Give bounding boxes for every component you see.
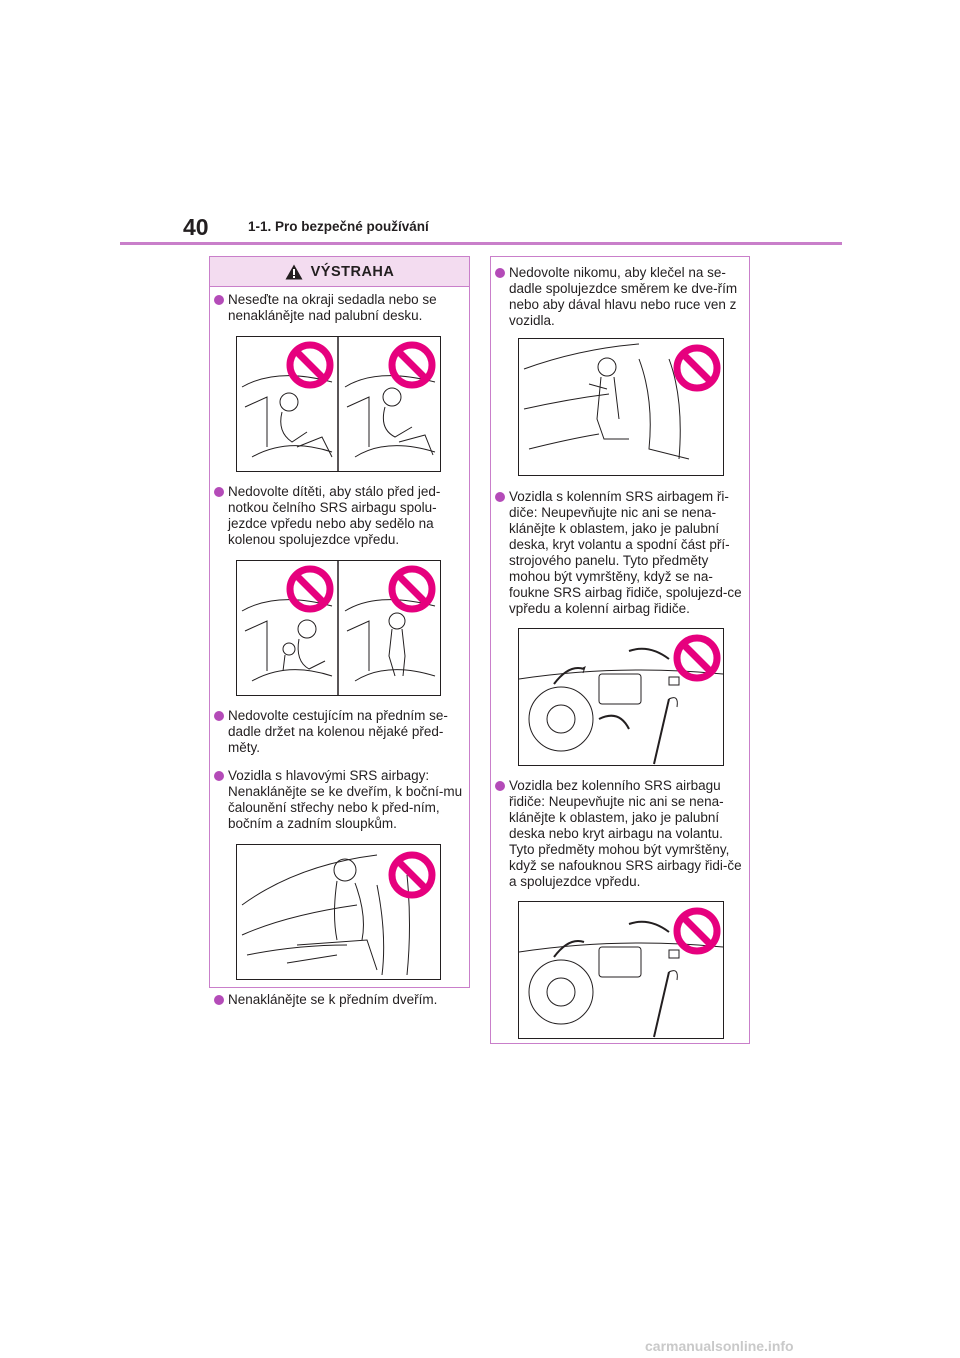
bullet-icon — [214, 295, 224, 305]
watermark: carmanualsonline.info — [645, 1338, 794, 1354]
prohibition-icon — [285, 564, 335, 614]
list-item: Nedovolte dítěti, aby stálo před jed-notkou čelního SRS airbagu spolu-jezdce vpředu nebo aby sedělo na kolenou spolujezdce vpředu. — [214, 484, 466, 548]
warning-box-left — [209, 256, 470, 1007]
list-item: Vozidla s hlavovými SRS airbagy: Nenaklánějte se ke dveřím, k boční-mu čalounění střechy nebo k před-ním, bočním a zadním sloupkům. — [214, 768, 466, 832]
bullet-icon — [214, 771, 224, 781]
prohibition-icon — [672, 633, 722, 683]
warning-title: VÝSTRAHA — [310, 263, 395, 280]
bullet-icon — [495, 268, 505, 278]
bullet-icon — [214, 711, 224, 721]
list-item: Vozidla s kolenním SRS airbagem ři-diče: Neupevňujte nic ani se nena-klánějte k oblastem, jako je palubní deska, kryt volantu a spodní část pří-strojového panelu. Tyto předměty mohou být vymrštěny, když se na-foukne SRS airbag řidiče, spolujezd-ce vpředu a kolenní airbag řidiče. — [495, 489, 747, 617]
figure-leaning-dashboard — [236, 336, 441, 472]
prohibition-icon — [387, 340, 437, 390]
list-item: Neseďte na okraji sedadla nebo se nenaklánějte nad palubní desku. — [214, 292, 466, 324]
figure-kneeling-seat — [518, 338, 724, 476]
header-rule — [120, 242, 842, 245]
warning-triangle-icon — [285, 264, 303, 280]
list-item: Nenaklánějte se k předním dveřím. — [214, 992, 466, 1008]
prohibition-icon — [387, 850, 437, 900]
figure-dashboard-knee-airbag — [518, 628, 724, 766]
prohibition-icon — [672, 343, 722, 393]
section-title: 1-1. Pro bezpečné používání — [248, 219, 429, 234]
prohibition-icon — [387, 564, 437, 614]
figure-leaning-door — [236, 844, 441, 980]
bullet-icon — [214, 487, 224, 497]
figure-dashboard-no-knee-airbag — [518, 901, 724, 1039]
warning-header — [210, 257, 469, 287]
bullet-icon — [495, 492, 505, 502]
bullet-icon — [214, 995, 224, 1005]
prohibition-icon — [285, 340, 335, 390]
list-item: Nedovolte cestujícím na předním se-dadle držet na kolenou nějaké před-měty. — [214, 708, 466, 756]
warning-box-right — [490, 256, 750, 1044]
prohibition-icon — [672, 906, 722, 956]
figure-child-standing — [236, 560, 441, 696]
page-number: 40 — [183, 214, 209, 240]
bullet-icon — [495, 781, 505, 791]
list-item: Nedovolte nikomu, aby klečel na se-dadle spolujezdce směrem ke dve-řím nebo aby dával hlavu nebo ruce ven z vozidla. — [495, 265, 747, 329]
list-item: Vozidla bez kolenního SRS airbagu řidiče: Neupevňujte nic ani se nena-klánějte k oblastem, jako je palubní deska nebo kryt airbagu na volantu. Tyto předměty mohou být vymrštěny, když se nafouknou SRS airbagy řidi-če a spolujezdce vpředu. — [495, 778, 747, 890]
